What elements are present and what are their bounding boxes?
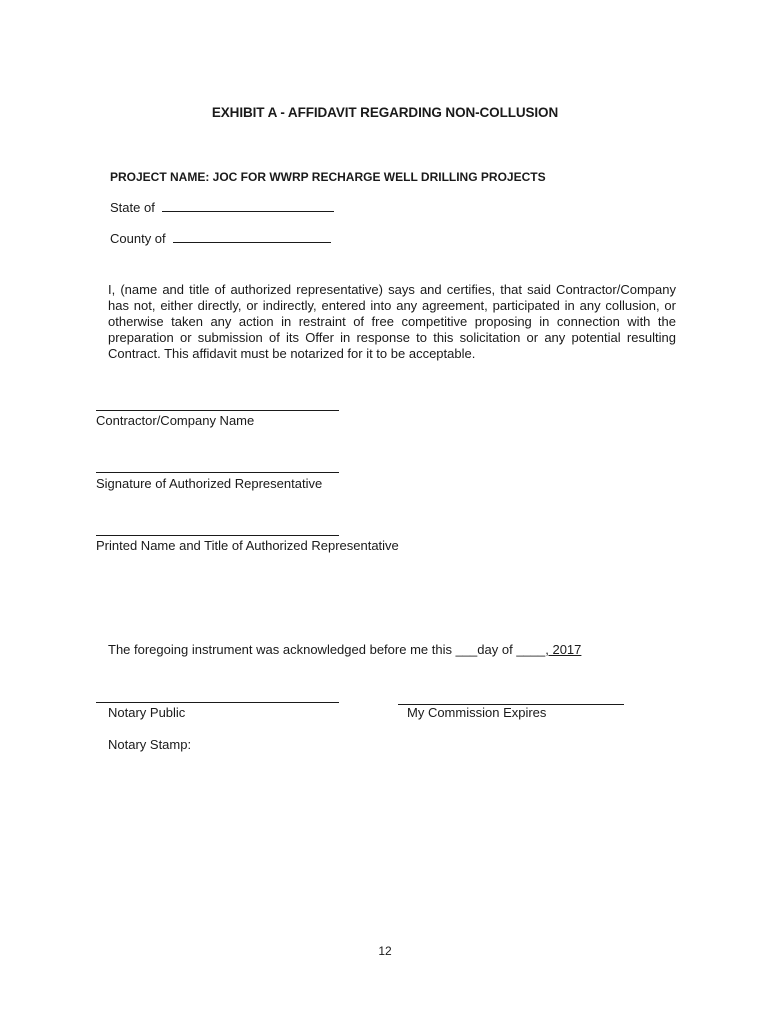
signature-label: Signature of Authorized Representative [96, 476, 323, 491]
notary-public-label: Notary Public [108, 705, 186, 720]
day-blank[interactable]: ___ [455, 642, 478, 657]
county-label: County of [110, 231, 166, 246]
company-name-line[interactable] [96, 410, 339, 411]
printed-name-line[interactable] [96, 535, 339, 536]
state-field [110, 200, 334, 215]
month-blank[interactable]: ____ [516, 642, 546, 657]
signature-line[interactable] [96, 472, 339, 473]
project-name: PROJECT NAME: JOC FOR WWRP RECHARGE WELL DRILLING PROJECTS [110, 170, 546, 184]
commission-expires-label: My Commission Expires [407, 705, 547, 720]
acknowledgement-line [108, 642, 581, 657]
affidavit-paragraph: I, (name and title of authorized representative) says and certifies, that said Contractor/Company has not, either directly, or indirectly, entered into any agreement, participated in any collusion, or otherwise taken any action in restraint of free competitive proposing in connection with the preparation or submission of its Offer in response to this solicitation or any potential resulting Contract. This affidavit must be notarized for it to be acceptable. [108, 282, 676, 361]
document-title: EXHIBIT A - AFFIDAVIT REGARDING NON-COLLUSION [211, 105, 559, 120]
ack-year: , 2017 [545, 642, 582, 657]
ack-mid: day of [477, 642, 517, 657]
page-number: 12 [378, 944, 392, 958]
ack-prefix: The foregoing instrument was acknowledged before me this [108, 642, 456, 657]
county-field [110, 231, 331, 246]
company-name-label: Contractor/Company Name [96, 413, 255, 428]
state-label: State of [110, 200, 155, 215]
notary-public-line[interactable] [96, 702, 339, 703]
printed-name-label: Printed Name and Title of Authorized Representative [96, 538, 399, 553]
notary-stamp-label: Notary Stamp: [108, 737, 192, 752]
county-blank[interactable] [173, 231, 331, 243]
state-blank[interactable] [162, 200, 334, 212]
